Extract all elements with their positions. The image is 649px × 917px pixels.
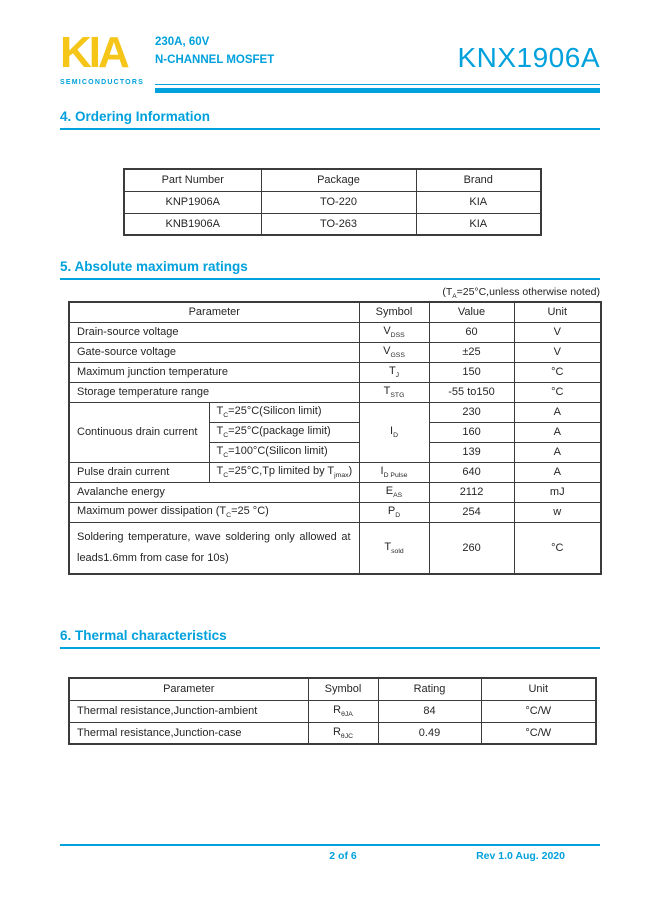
col-header-parameter: Parameter <box>69 302 359 322</box>
cell-value: -55 to150 <box>429 382 514 402</box>
col-header-brand: Brand <box>416 169 541 191</box>
cell-rating: 0.49 <box>378 722 481 744</box>
header-right <box>155 25 600 93</box>
abs-max-table <box>68 301 602 575</box>
col-header-symbol: Symbol <box>308 678 378 700</box>
ordering-header-row <box>124 169 541 191</box>
col-header-parameter: Parameter <box>69 678 308 700</box>
cell-parameter: Drain-source voltage <box>69 322 359 342</box>
table-row <box>69 362 601 382</box>
cell-condition: $T_C=100^\circ C(Silicon$ limit) <box>209 442 359 462</box>
part-number-title: KNX1906A <box>457 42 600 73</box>
table-row <box>124 191 541 213</box>
revision-label: Rev 1.0 Aug. 2020 <box>476 850 565 862</box>
section-title-ordering: 4. Ordering Information <box>60 109 600 130</box>
header <box>60 25 600 93</box>
kia-logo-text: KIA <box>60 28 127 77</box>
cell-value: 260 <box>429 522 514 574</box>
note-subscript: A <box>452 293 457 301</box>
cell-unit: V <box>514 342 601 362</box>
table-row <box>69 462 601 482</box>
table-row <box>69 402 601 422</box>
device-type: N-CHANNEL MOSFET <box>155 54 275 66</box>
cell-value: 230 <box>429 402 514 422</box>
cell-parameter: Continuous drain current <box>69 402 209 462</box>
cell-symbol: $I_D$ <box>359 402 429 462</box>
note-text: (T <box>442 286 453 298</box>
cell-parameter: Maximum power dissipation ($T_C=25$ °C) <box>69 502 359 522</box>
cell-parameter: Maximum junction temperature <box>69 362 359 382</box>
col-header-part-number: Part Number <box>124 169 261 191</box>
page-number: 2 of 6 <box>329 850 357 862</box>
cell-brand: KIA <box>416 213 541 235</box>
cell-unit: w <box>514 502 601 522</box>
cell-unit: mJ <box>514 482 601 502</box>
cell-part-number: KNB1906A <box>124 213 261 235</box>
header-rule-thick <box>155 88 600 93</box>
cell-unit: V <box>514 322 601 342</box>
conditions-note <box>68 286 600 300</box>
table-row <box>69 482 601 502</box>
header-title-row <box>155 25 600 84</box>
cell-value: 150 <box>429 362 514 382</box>
cell-value: 160 <box>429 422 514 442</box>
cell-value: 60 <box>429 322 514 342</box>
device-summary <box>155 25 274 84</box>
header-rule-thin <box>155 84 600 85</box>
table-row <box>124 213 541 235</box>
cell-part-number: KNP1906A <box>124 191 261 213</box>
cell-value: 139 <box>429 442 514 462</box>
col-header-symbol: Symbol <box>359 302 429 322</box>
cell-symbol: $I_{D Pulse}$ <box>359 462 429 482</box>
cell-parameter: Thermal resistance,Junction-case <box>69 722 308 744</box>
cell-unit: °C <box>514 362 601 382</box>
ordering-table <box>123 168 542 236</box>
thermal-header-row <box>69 678 596 700</box>
cell-parameter: Avalanche energy <box>69 482 359 502</box>
col-header-value: Value <box>429 302 514 322</box>
table-row <box>69 722 596 744</box>
page-content <box>60 109 600 745</box>
thermal-table <box>68 677 597 745</box>
cell-condition: $T_C=25^\circ C,Tp$ limited by $T_{jmax}$) <box>209 462 359 482</box>
table-row <box>69 700 596 722</box>
table-row <box>69 382 601 402</box>
cell-value: 254 <box>429 502 514 522</box>
cell-symbol: $E_{AS}$ <box>359 482 429 502</box>
cell-symbol: $T_{STG}$ <box>359 382 429 402</box>
cell-parameter: Thermal resistance,Junction-ambient <box>69 700 308 722</box>
cell-package: TO-263 <box>261 213 416 235</box>
cell-unit: A <box>514 422 601 442</box>
kia-logo <box>60 25 155 93</box>
cell-value: 640 <box>429 462 514 482</box>
cell-value: 2112 <box>429 482 514 502</box>
cell-symbol: $P_D$ <box>359 502 429 522</box>
cell-symbol: $R_{\theta JA}$ <box>308 700 378 722</box>
cell-unit: °C/W <box>481 700 596 722</box>
col-header-package: Package <box>261 169 416 191</box>
cell-parameter: Gate-source voltage <box>69 342 359 362</box>
cell-parameter: Storage temperature range <box>69 382 359 402</box>
table-row <box>69 342 601 362</box>
cell-package: TO-220 <box>261 191 416 213</box>
cell-symbol: $V_{GSS}$ <box>359 342 429 362</box>
abs-max-header-row <box>69 302 601 322</box>
cell-unit: A <box>514 402 601 422</box>
cell-rating: 84 <box>378 700 481 722</box>
table-row <box>69 322 601 342</box>
cell-condition: $T_C=25^\circ C(Silicon$ limit) <box>209 402 359 422</box>
cell-value: ±25 <box>429 342 514 362</box>
table-row <box>69 522 601 574</box>
cell-unit: °C <box>514 522 601 574</box>
cell-symbol: $T_{sold}$ <box>359 522 429 574</box>
col-header-rating: Rating <box>378 678 481 700</box>
section-title-abs-max: 5. Absolute maximum ratings <box>60 259 600 280</box>
cell-brand: KIA <box>416 191 541 213</box>
col-header-unit: Unit <box>514 302 601 322</box>
col-header-unit: Unit <box>481 678 596 700</box>
cell-unit: A <box>514 462 601 482</box>
cell-parameter: Soldering temperature, wave soldering only allowed at leads1.6mm from case for 10s) <box>69 522 359 574</box>
note-text: =25°C,unless otherwise noted) <box>456 286 600 298</box>
kia-logo-subtext: SEMICONDUCTORS <box>60 79 144 86</box>
footer <box>60 844 600 862</box>
cell-symbol: $V_{DSS}$ <box>359 322 429 342</box>
cell-unit: °C <box>514 382 601 402</box>
cell-parameter: Pulse drain current <box>69 462 209 482</box>
cell-symbol: $R_{\theta JC}$ <box>308 722 378 744</box>
cell-condition: $T_C=25^\circ C(package$ limit) <box>209 422 359 442</box>
device-rating: 230A, 60V <box>155 36 210 48</box>
section-title-thermal: 6. Thermal characteristics <box>60 628 600 649</box>
cell-unit: °C/W <box>481 722 596 744</box>
table-row <box>69 502 601 522</box>
cell-symbol: $T_J$ <box>359 362 429 382</box>
cell-unit: A <box>514 442 601 462</box>
